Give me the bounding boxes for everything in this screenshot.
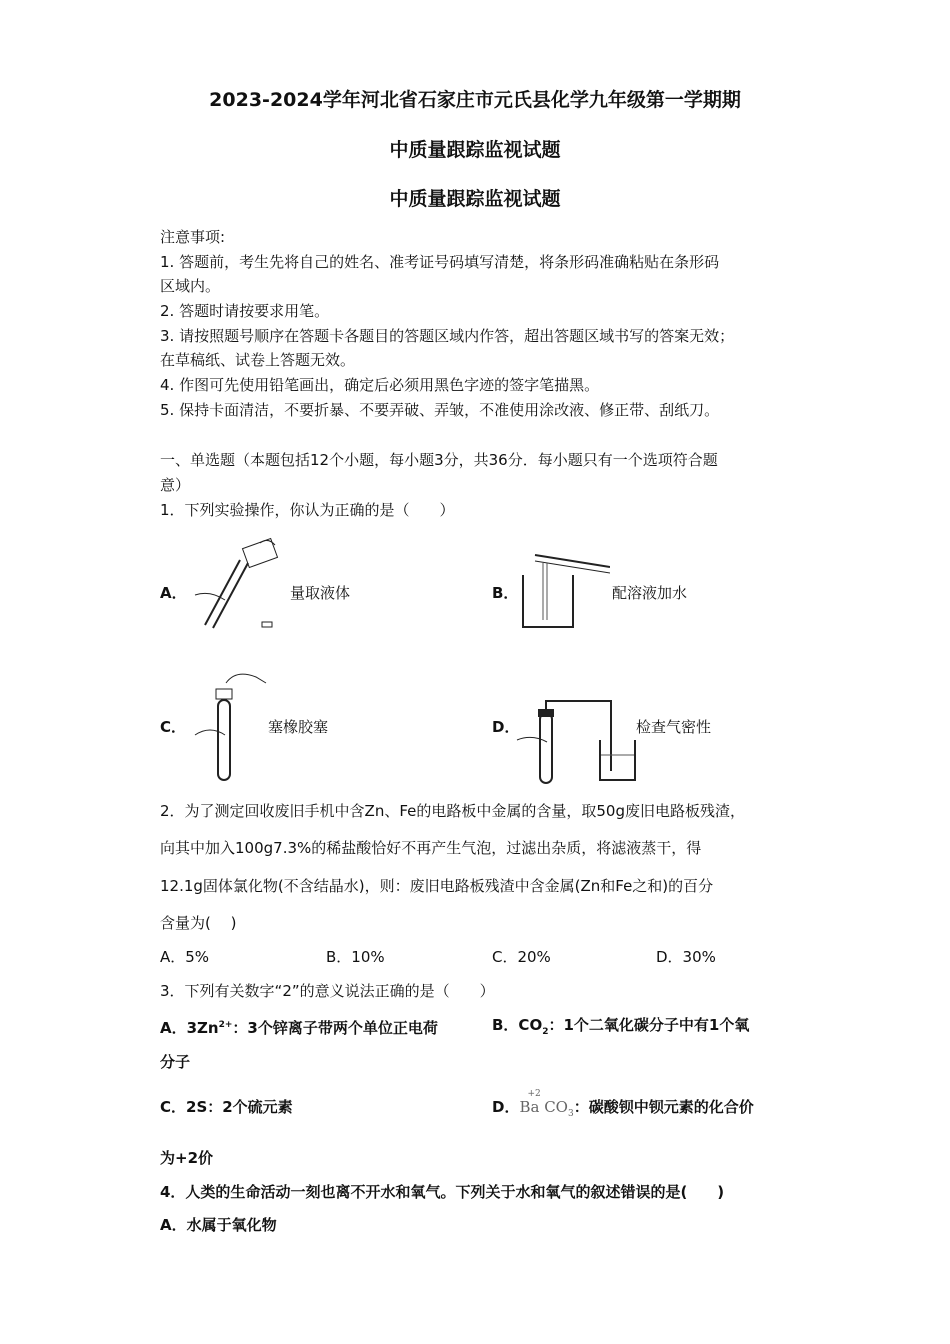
q3-option-c: C．2S：2个硫元素 xyxy=(160,1098,293,1116)
q1-option-b-text: 配溶液加水 xyxy=(612,584,688,602)
q2-stem-line: 向其中加入100g7.3%的稀盐酸恰好不再产生气泡，过滤出杂质，将滤液蒸干，得 xyxy=(160,839,702,857)
q1-option-a-letter: A． xyxy=(160,584,187,602)
title-line-3: 中质量跟踪监视试题 xyxy=(389,188,561,210)
q1-option-c-letter: C． xyxy=(160,718,187,736)
q4-stem: 4．人类的生命活动一刻也离不开水和氧气。下列关于水和氧气的叙述错误的是( ) xyxy=(160,1183,725,1201)
note-line: 2. 答题时请按要求用笔。 xyxy=(160,302,330,320)
q2-option-b: B．10% xyxy=(326,948,385,966)
note-line: 3. 请按照题号顺序在答题卡各题目的答题区域内作答，超出答题区域书写的答案无效； xyxy=(160,327,735,345)
note-line: 4. 作图可先使用铅笔画出，确定后必须用黑色字迹的签字笔描黑。 xyxy=(160,376,600,394)
inserting-stopper-figure xyxy=(190,665,270,783)
q1-option-d-text: 检查气密性 xyxy=(636,718,712,736)
note-line: 5. 保持卡面清洁，不要折暴、不要弄破、弄皱，不准使用涂改液、修正带、刮纸刀。 xyxy=(160,401,720,419)
airtightness-check-figure xyxy=(515,695,640,785)
q3-option-d: D． +2 Ba $CO_3$：碳酸钡中钡元素的化合价 xyxy=(492,1089,754,1119)
q3-option-b-cont: 分子 xyxy=(160,1053,191,1071)
note-line: 区域内。 xyxy=(160,277,221,295)
q3-option-a: A．$3Zn^{2+}$：3个锌离子带两个单位正电荷 xyxy=(160,1019,438,1037)
title-line-1: 2023-2024学年河北省石家庄市元氏县化学九年级第一学期期 xyxy=(209,89,741,111)
q2-stem-line: 12.1g固体氯化物(不含结晶水)，则：废旧电路板残渣中含金属(Zn和Fe之和)的百分 xyxy=(160,877,714,895)
q1-option-c-text: 塞橡胶塞 xyxy=(268,718,329,736)
q1-option-a-text: 量取液体 xyxy=(290,584,351,602)
q2-option-d: D．30% xyxy=(656,948,716,966)
q2-stem-line: 含量为( ) xyxy=(160,914,237,932)
measuring-liquid-figure xyxy=(190,535,285,635)
notes-heading: 注意事项: xyxy=(160,228,226,246)
q3-stem: 3．下列有关数字“2”的意义说法正确的是（ ） xyxy=(160,982,495,1000)
q2-option-a: A．5% xyxy=(160,948,210,966)
adding-water-figure xyxy=(515,545,610,635)
q1-option-d-letter: D． xyxy=(492,718,520,736)
q1-stem: 1．下列实验操作，你认为正确的是（ ） xyxy=(160,501,455,519)
q1-option-b-letter: B． xyxy=(492,584,519,602)
title-line-2: 中质量跟踪监视试题 xyxy=(389,139,561,161)
q2-option-c: C．20% xyxy=(492,948,551,966)
section-heading: 一、单选题（本题包括12个小题，每小题3分，共36分．每小题只有一个选项符合题 xyxy=(160,451,718,469)
q2-stem-line: 2．为了测定回收废旧手机中含Zn、Fe的电路板中金属的含量，取50g废旧电路板残渣， xyxy=(160,802,745,820)
q3-option-b: B．$CO_2$：1个二氧化碳分子中有1个氧 xyxy=(492,1016,750,1037)
q3-option-d-cont: 为+2价 xyxy=(160,1149,214,1167)
q4-option-a: A．水属于氧化物 xyxy=(160,1216,277,1234)
note-line: 在草稿纸、试卷上答题无效。 xyxy=(160,351,356,369)
note-line: 1. 答题前，考生先将自己的姓名、准考证号码填写清楚，将条形码准确粘贴在条形码 xyxy=(160,253,720,271)
section-heading-cont: 意） xyxy=(160,476,191,494)
